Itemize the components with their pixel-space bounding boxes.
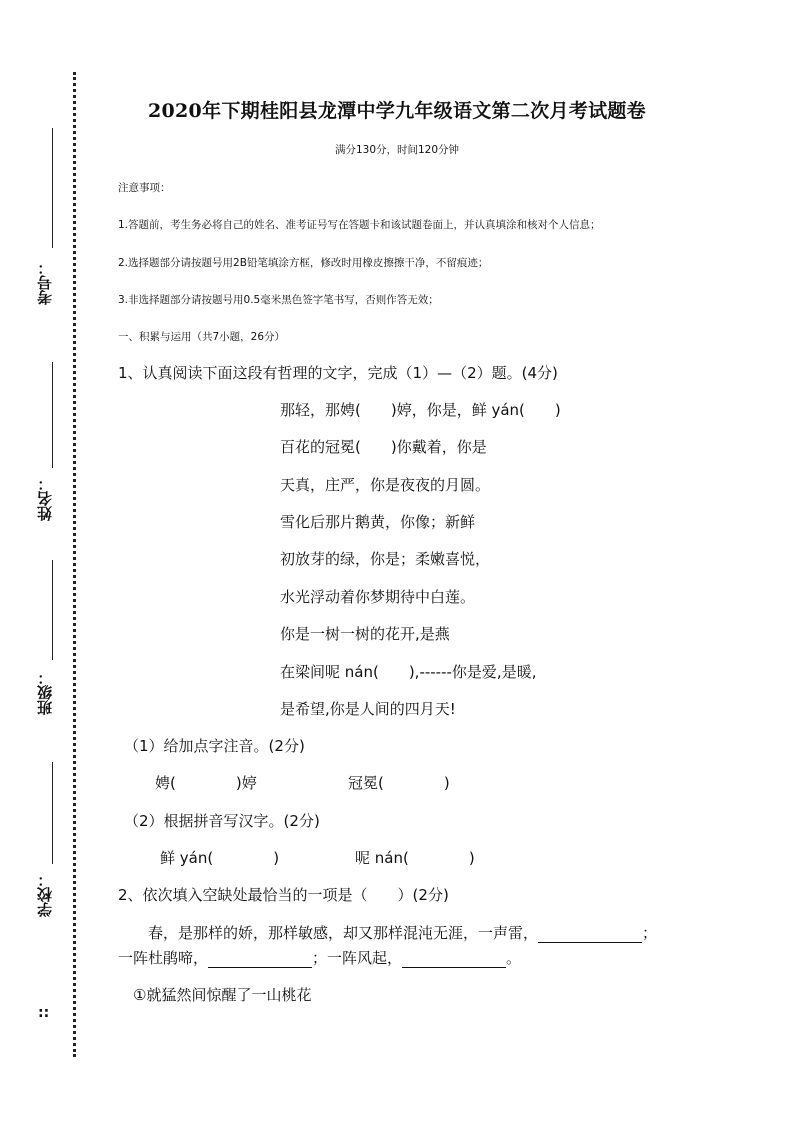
passage-text: 一阵杜鹃啼， xyxy=(118,949,209,967)
margin-dots: :: xyxy=(38,1005,50,1021)
poem-line: 在梁间呢 nán( ),------你是爱,是暖, xyxy=(280,663,537,681)
passage-punct: ； xyxy=(642,924,658,942)
school-label: 学校： xyxy=(36,872,54,917)
poem-line: 那轻，那娉( )婷，你是，鲜 yán( ) xyxy=(280,401,561,419)
poem-line: 百花的冠冕( )你戴着，你是 xyxy=(280,438,487,456)
question-1-stem: 1、认真阅读下面这段有哲理的文字，完成（1）—（2）题。(4分) xyxy=(118,364,558,382)
answer-blank-pinyin-2[interactable]: 冠冕( ) xyxy=(348,774,450,792)
poem-line: 雪化后那片鹅黄，你像；新鲜 xyxy=(280,513,476,531)
poem-line: 是希望,你是人间的四月天! xyxy=(280,700,456,718)
fill-blank-1[interactable] xyxy=(538,926,642,943)
fill-blank-2[interactable] xyxy=(208,951,312,968)
exam-no-label: 考号： xyxy=(36,260,54,305)
fill-blank-3[interactable] xyxy=(402,951,506,968)
note-item: 2.选择题部分请按题号用2B铅笔填涂方框，修改时用橡皮擦擦干净，不留痕迹； xyxy=(118,257,489,269)
passage-punct: ；一阵风起， xyxy=(312,949,403,967)
poem-line: 你是一树一树的花开,是燕 xyxy=(280,625,450,643)
section-heading: 一、积累与运用（共7小题，26分） xyxy=(118,331,286,343)
page-title: 2020年下期桂阳县龙潭中学九年级语文第二次月考试题卷 xyxy=(148,100,646,122)
poem-line: 天真，庄严，你是夜夜的月圆。 xyxy=(280,476,491,494)
question-2-passage-line-1 xyxy=(148,922,657,943)
school-line[interactable] xyxy=(52,762,53,864)
question-2-passage-line-2 xyxy=(118,947,521,968)
binding-dotted-line xyxy=(73,72,76,1057)
poem-line: 水光浮动着你梦期待中白莲。 xyxy=(280,588,476,606)
sub-question-1-label: （1）给加点字注音。(2分) xyxy=(124,737,305,755)
sub-question-2-label: （2）根据拼音写汉字。(2分) xyxy=(124,812,320,830)
question-2-stem: 2、依次填入空缺处最恰当的一项是（ ）(2分) xyxy=(118,886,449,904)
option-1: ①就猛然间惊醒了一山桃花 xyxy=(133,986,312,1004)
answer-blank-pinyin-1[interactable]: 娉( )婷 xyxy=(155,774,257,792)
note-item: 3.非选择题部分请按题号用0.5毫米黑色签字笔书写，否则作答无效； xyxy=(118,294,439,306)
class-label: 班级： xyxy=(36,670,54,715)
passage-punct: 。 xyxy=(506,949,522,967)
name-label: 姓名： xyxy=(36,476,54,521)
passage-text: 春，是那样的娇，那样敏感，却又那样混沌无涯，一声雷， xyxy=(148,924,539,942)
notes-heading: 注意事项： xyxy=(118,182,171,194)
answer-blank-hanzi-1[interactable]: 鲜 yán( ) xyxy=(160,849,280,867)
class-line[interactable] xyxy=(52,560,53,660)
page-subtitle: 满分130分，时间120分钟 xyxy=(334,144,460,156)
poem-line: 初放芽的绿，你是；柔嫩喜悦， xyxy=(280,550,491,568)
name-line[interactable] xyxy=(52,362,53,468)
note-item: 1.答题前，考生务必将自己的姓名、准考证号写在答题卡和该试题卷面上，并认真填涂和核对个人信息； xyxy=(118,219,601,231)
answer-blank-hanzi-2[interactable]: 呢 nán( ) xyxy=(355,849,475,867)
